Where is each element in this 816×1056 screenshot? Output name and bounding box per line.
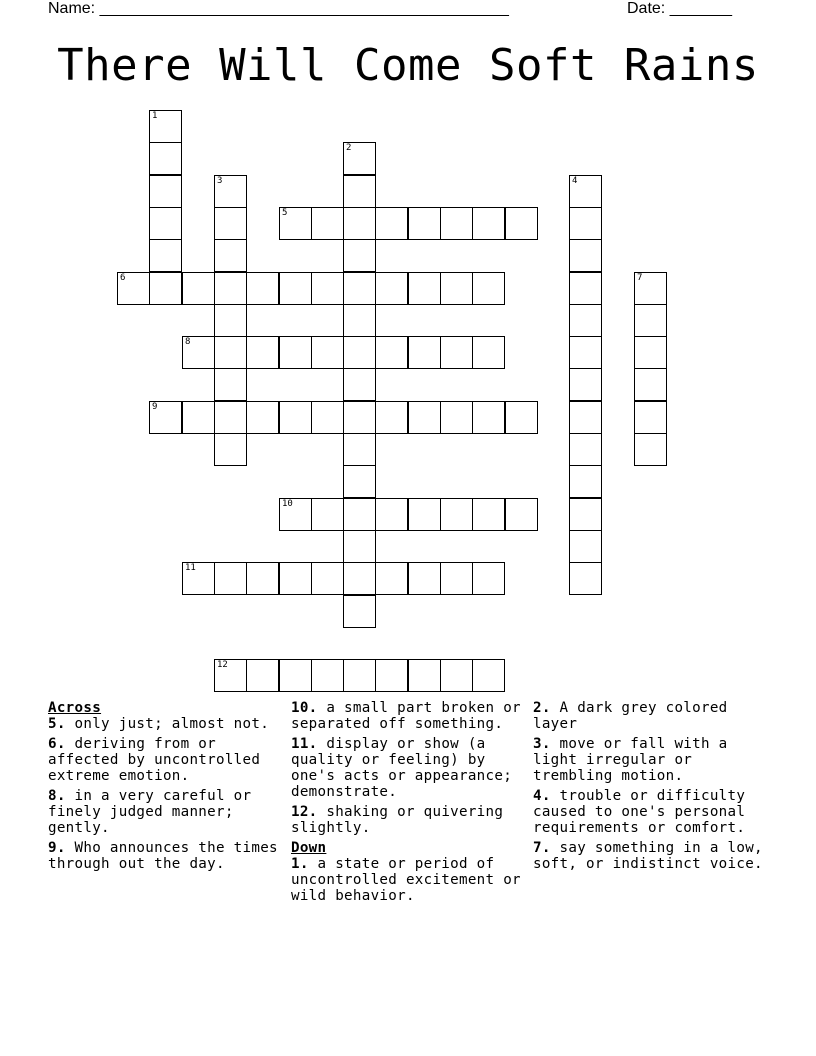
clue-text: display or show (a quality or feeling) by one's acts or appearance; demonstrate. (291, 736, 513, 800)
grid-cell[interactable] (375, 562, 408, 595)
cell-number: 3 (217, 176, 223, 186)
grid-cell[interactable] (472, 562, 505, 595)
cell-number: 9 (152, 402, 158, 412)
grid-cell[interactable] (440, 336, 473, 369)
grid-cell[interactable] (149, 110, 182, 143)
grid-cell[interactable] (569, 272, 602, 305)
grid-cell[interactable] (279, 401, 312, 434)
grid-cell[interactable] (569, 239, 602, 272)
cell-number: 6 (120, 273, 126, 283)
grid-cell[interactable] (343, 562, 376, 595)
grid-cell[interactable] (505, 401, 538, 434)
clue-item (291, 856, 531, 904)
clues-column-3 (533, 700, 773, 876)
grid-cell[interactable] (375, 401, 408, 434)
clue-number: 4. (533, 788, 551, 804)
grid-cell[interactable] (182, 336, 215, 369)
grid-cell[interactable] (440, 207, 473, 240)
grid-cell[interactable] (343, 465, 376, 498)
grid-cell[interactable] (279, 336, 312, 369)
grid-cell[interactable] (214, 368, 247, 401)
grid-cell[interactable] (440, 562, 473, 595)
clue-item (533, 700, 773, 732)
grid-cell[interactable] (440, 659, 473, 692)
clue-text: move or fall with a light irregular or trembling motion. (533, 736, 728, 784)
cell-number: 7 (637, 273, 643, 283)
grid-cell[interactable] (149, 142, 182, 175)
clue-number: 9. (48, 840, 66, 856)
clue-item (291, 700, 531, 732)
clue-text: a state or period of uncontrolled excitement or wild behavior. (291, 856, 521, 904)
grid-cell[interactable] (569, 530, 602, 563)
grid-cell[interactable] (375, 272, 408, 305)
grid-cell[interactable] (214, 336, 247, 369)
grid-cell[interactable] (569, 433, 602, 466)
grid-cell[interactable] (343, 239, 376, 272)
cell-number: 2 (346, 143, 352, 153)
grid-cell[interactable] (343, 272, 376, 305)
grid-cell[interactable] (149, 175, 182, 208)
clue-number: 11. (291, 736, 318, 752)
grid-cell[interactable] (214, 562, 247, 595)
clue-list (291, 856, 531, 904)
grid-cell[interactable] (505, 498, 538, 531)
clue-item (48, 788, 288, 836)
grid-cell[interactable] (569, 207, 602, 240)
clue-list (48, 716, 288, 872)
grid-cell[interactable] (408, 336, 441, 369)
grid-cell[interactable] (472, 272, 505, 305)
name-line[interactable]: Name: ______________________________________________ (48, 0, 509, 17)
grid-cell[interactable] (182, 272, 215, 305)
cell-number: 4 (572, 176, 578, 186)
grid-cell[interactable] (117, 272, 150, 305)
grid-cell[interactable] (246, 562, 279, 595)
grid-cell[interactable] (343, 368, 376, 401)
grid-cell[interactable] (569, 304, 602, 337)
grid-cell[interactable] (149, 272, 182, 305)
clue-number: 7. (533, 840, 551, 856)
clue-number: 12. (291, 804, 318, 820)
grid-cell[interactable] (375, 336, 408, 369)
grid-cell[interactable] (375, 659, 408, 692)
grid-cell[interactable] (214, 239, 247, 272)
grid-cell[interactable] (182, 401, 215, 434)
grid-cell[interactable] (311, 401, 344, 434)
grid-cell[interactable] (214, 175, 247, 208)
grid-cell[interactable] (182, 562, 215, 595)
grid-cell[interactable] (311, 336, 344, 369)
clue-item (291, 804, 531, 836)
date-line[interactable]: Date: _______ (627, 0, 732, 17)
grid-cell[interactable] (569, 562, 602, 595)
grid-cell[interactable] (408, 401, 441, 434)
grid-cell[interactable] (408, 562, 441, 595)
clue-item (533, 840, 773, 872)
grid-cell[interactable] (343, 498, 376, 531)
grid-cell[interactable] (569, 368, 602, 401)
grid-cell[interactable] (408, 498, 441, 531)
clue-text: Who announces the times through out the day. (48, 840, 278, 872)
cell-number: 5 (282, 208, 288, 218)
grid-cell[interactable] (440, 498, 473, 531)
grid-cell[interactable] (634, 272, 667, 305)
grid-cell[interactable] (343, 142, 376, 175)
cell-number: 11 (185, 563, 196, 573)
clue-text: deriving from or affected by uncontrolled extreme emotion. (48, 736, 261, 784)
grid-cell[interactable] (343, 659, 376, 692)
clues-column-2 (291, 700, 531, 908)
grid-cell[interactable] (440, 401, 473, 434)
clue-text: only just; almost not. (65, 716, 270, 732)
grid-cell[interactable] (375, 207, 408, 240)
clue-text: in a very careful or finely judged manner; gently. (48, 788, 252, 836)
grid-cell[interactable] (634, 368, 667, 401)
clue-number: 1. (291, 856, 309, 872)
clue-item (533, 788, 773, 836)
grid-cell[interactable] (311, 562, 344, 595)
clue-number: 3. (533, 736, 551, 752)
clue-list (533, 700, 773, 872)
grid-cell[interactable] (246, 336, 279, 369)
grid-cell[interactable] (149, 401, 182, 434)
grid-cell[interactable] (634, 401, 667, 434)
grid-cell[interactable] (569, 336, 602, 369)
grid-cell[interactable] (634, 433, 667, 466)
cell-number: 1 (152, 111, 158, 121)
cell-number: 12 (217, 660, 228, 670)
grid-cell[interactable] (472, 207, 505, 240)
cell-number: 8 (185, 337, 191, 347)
clue-number: 8. (48, 788, 66, 804)
clue-item (533, 736, 773, 784)
grid-cell[interactable] (472, 401, 505, 434)
grid-cell[interactable] (214, 304, 247, 337)
name-date-bar (48, 0, 748, 19)
clue-number: 6. (48, 736, 66, 752)
puzzle-title: There Will Come Soft Rains (57, 40, 759, 91)
grid-cell[interactable] (246, 401, 279, 434)
grid-cell[interactable] (343, 207, 376, 240)
grid-cell[interactable] (569, 498, 602, 531)
grid-cell[interactable] (311, 659, 344, 692)
grid-cell[interactable] (569, 401, 602, 434)
grid-cell[interactable] (149, 207, 182, 240)
grid-cell[interactable] (343, 304, 376, 337)
grid-cell[interactable] (408, 207, 441, 240)
grid-cell[interactable] (440, 272, 473, 305)
grid-cell[interactable] (279, 498, 312, 531)
clue-number: 2. (533, 700, 551, 716)
clue-item (48, 716, 288, 732)
down-heading: Down (291, 840, 327, 856)
clue-text: a small part broken or separated off something. (291, 700, 521, 732)
grid-cell[interactable] (569, 465, 602, 498)
clue-text: trouble or difficulty caused to one's personal requirements or comfort. (533, 788, 746, 836)
clue-item (48, 840, 288, 872)
grid-cell[interactable] (569, 175, 602, 208)
across-heading: Across (48, 700, 102, 716)
grid-cell[interactable] (472, 659, 505, 692)
grid-cell[interactable] (279, 207, 312, 240)
grid-cell[interactable] (149, 239, 182, 272)
grid-cell[interactable] (311, 272, 344, 305)
grid-cell[interactable] (311, 498, 344, 531)
grid-cell[interactable] (343, 336, 376, 369)
grid-cell[interactable] (214, 207, 247, 240)
clue-text: say something in a low, soft, or indistinct voice. (533, 840, 763, 872)
clue-list (291, 700, 531, 836)
grid-cell[interactable] (343, 401, 376, 434)
grid-cell[interactable] (472, 498, 505, 531)
grid-cell[interactable] (214, 272, 247, 305)
cell-number: 10 (282, 499, 293, 509)
clue-item (48, 736, 288, 784)
clue-number: 10. (291, 700, 318, 716)
grid-cell[interactable] (375, 498, 408, 531)
grid-cell[interactable] (246, 659, 279, 692)
grid-cell[interactable] (634, 304, 667, 337)
grid-cell[interactable] (408, 659, 441, 692)
grid-cell[interactable] (343, 595, 376, 628)
clue-number: 5. (48, 716, 66, 732)
grid-cell[interactable] (214, 401, 247, 434)
grid-cell[interactable] (246, 272, 279, 305)
grid-cell[interactable] (214, 433, 247, 466)
grid-cell[interactable] (634, 336, 667, 369)
grid-cell[interactable] (279, 272, 312, 305)
grid-cell[interactable] (408, 272, 441, 305)
clue-text: shaking or quivering slightly. (291, 804, 504, 836)
grid-cell[interactable] (343, 175, 376, 208)
clue-item (291, 736, 531, 800)
grid-cell[interactable] (214, 659, 247, 692)
clues-column-1 (48, 700, 288, 876)
grid-cell[interactable] (472, 336, 505, 369)
clue-text: A dark grey colored layer (533, 700, 728, 732)
grid-cell[interactable] (279, 562, 312, 595)
grid-cell[interactable] (343, 433, 376, 466)
grid-cell[interactable] (279, 659, 312, 692)
grid-cell[interactable] (343, 530, 376, 563)
grid-cell[interactable] (505, 207, 538, 240)
grid-cell[interactable] (311, 207, 344, 240)
